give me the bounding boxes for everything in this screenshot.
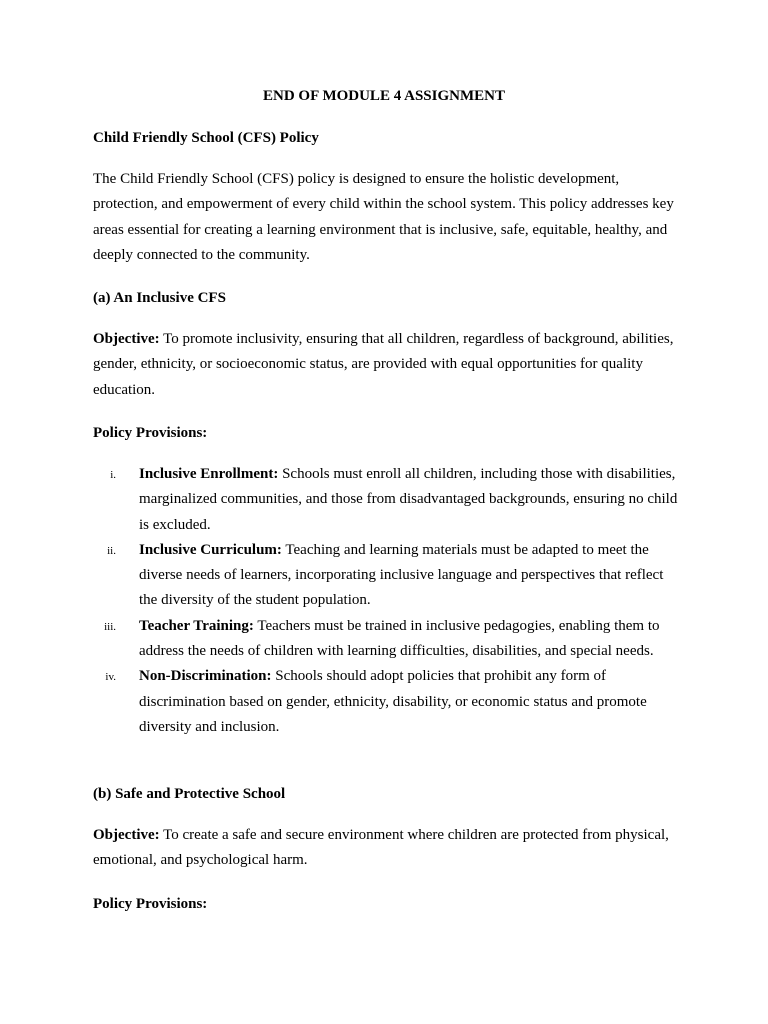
- section-b-objective-label: Objective:: [93, 827, 160, 843]
- list-item: [93, 614, 681, 665]
- section-a-provisions-heading: Policy Provisions:: [93, 425, 208, 441]
- list-item-body: Teaching and learning materials must be adapted to meet the diverse needs of learners, incorporating inclusive language and perspectives that reflect the diversity of the student population.: [139, 541, 664, 609]
- list-item: [93, 462, 681, 538]
- list-item-label: Inclusive Curriculum:: [139, 541, 282, 558]
- list-item-body: Schools should adopt policies that prohibit any form of discrimination based on gender, ethnicity, disability, or economic status and promote diversity and inclusion.: [139, 668, 647, 735]
- section-a-objective-text: To promote inclusivity, ensuring that all children, regardless of background, abilities, gender, ethnicity, or socioeconomic status, are provided with equal opportunities for quality education.: [93, 331, 674, 398]
- intro-paragraph: The Child Friendly School (CFS) policy is designed to ensure the holistic development, protection, and empowerment of every child within the school system. This policy addresses key areas essential for creating a learning environment that is inclusive, safe, equitable, healthy, and deeply connected to the community.: [93, 171, 674, 263]
- list-item-text: [139, 618, 660, 659]
- list-item: [93, 538, 681, 614]
- list-item-label: Inclusive Enrollment:: [139, 466, 279, 482]
- document-subtitle: Child Friendly School (CFS) Policy: [93, 130, 319, 146]
- list-item-body: Schools must enroll all children, including those with disabilities, marginalized communities, and those from disadvantaged backgrounds, ensuring no child is excluded.: [139, 466, 678, 533]
- section-a-heading: (a) An Inclusive CFS: [93, 290, 226, 306]
- section-b-objective: [93, 823, 681, 874]
- list-item: [93, 664, 681, 740]
- list-item-number: ii.: [107, 544, 116, 557]
- list-item-body: Teachers must be trained in inclusive pedagogies, enabling them to address the needs of children with learning difficulties, disabilities, and special needs.: [139, 617, 660, 660]
- list-item-text: [139, 668, 647, 735]
- list-item-number: iii.: [104, 620, 116, 633]
- list-item-label: Teacher Training:: [139, 617, 254, 634]
- document-title: END OF MODULE 4 ASSIGNMENT: [263, 88, 505, 104]
- section-a-objective: [93, 327, 681, 403]
- list-item-number: iv.: [105, 671, 116, 684]
- list-item-text: [139, 542, 663, 609]
- section-a-objective-label: Objective:: [93, 331, 160, 347]
- list-item-text: [139, 466, 677, 533]
- list-item-number: i.: [110, 469, 116, 481]
- section-b-objective-text: To create a safe and secure environment where children are protected from physical, emotional, and psychological harm.: [93, 827, 669, 869]
- section-b-provisions-heading: Policy Provisions:: [93, 896, 208, 912]
- document-page: [93, 0, 681, 1024]
- section-a-provisions-list: [93, 462, 681, 740]
- section-b-heading: (b) Safe and Protective School: [93, 786, 286, 802]
- list-item-label: Non-Discrimination:: [139, 668, 272, 685]
